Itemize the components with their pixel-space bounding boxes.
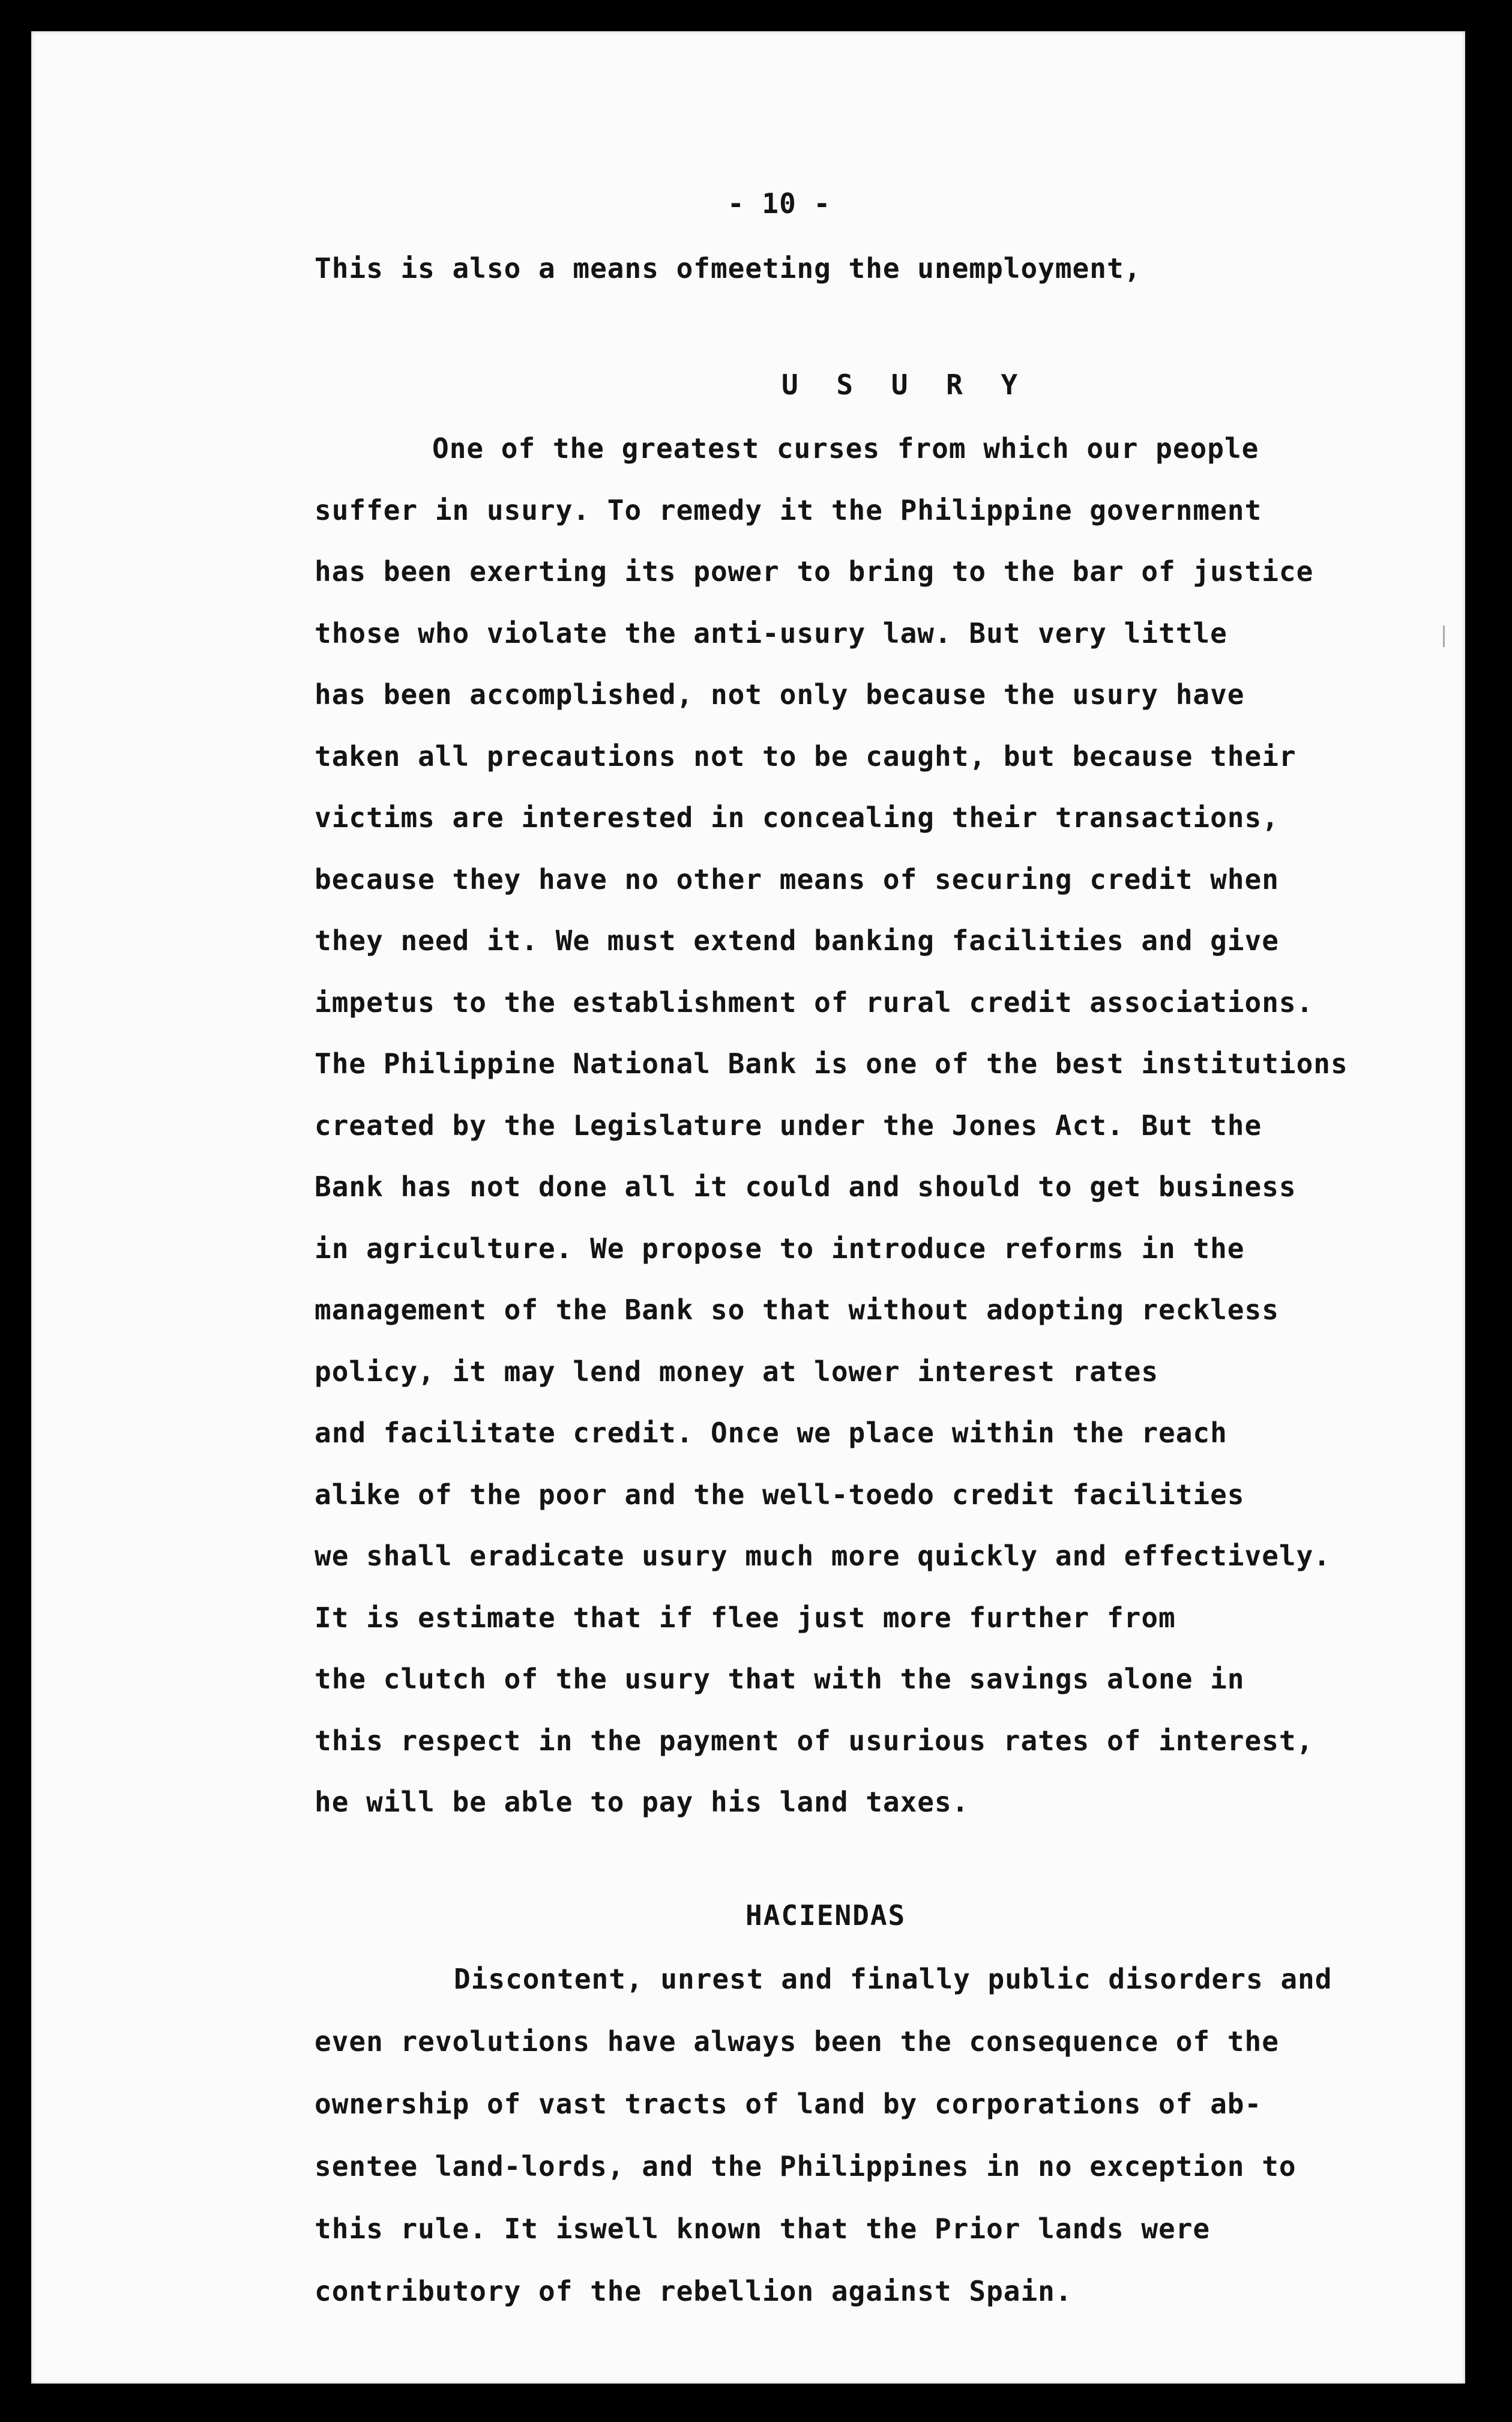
text-line: impetus to the establishment of rural credit associations. bbox=[315, 986, 1314, 1019]
text-line: sentee land-lords, and the Philippines in no exception to bbox=[315, 2150, 1297, 2183]
intro-line: This is also a means ofmeeting the unemployment, bbox=[315, 252, 1142, 285]
section-heading-usury: U S U R Y bbox=[782, 369, 1029, 401]
text-line: he will be able to pay his land taxes. bbox=[315, 1786, 969, 1818]
text-line: they need it. We must extend banking facilities and give bbox=[315, 924, 1279, 957]
text-line: this rule. It iswell known that the Prior lands were bbox=[315, 2213, 1211, 2245]
text-line: in agriculture. We propose to introduce reforms in the bbox=[315, 1232, 1245, 1265]
text-line: suffer in usury. To remedy it the Philippine government bbox=[315, 493, 1262, 526]
text-line: because they have no other means of securing credit when bbox=[315, 863, 1279, 896]
section-heading-haciendas: HACIENDAS bbox=[745, 1899, 906, 1932]
text-line: One of the greatest curses from which our people bbox=[432, 432, 1259, 465]
text-line: even revolutions have always been the consequence of the bbox=[315, 2025, 1279, 2058]
page-number: - 10 - bbox=[727, 187, 831, 220]
text-line: alike of the poor and the well-toedo credit facilities bbox=[315, 1478, 1245, 1511]
text-line: those who violate the anti-usury law. But very little bbox=[315, 616, 1227, 649]
text-line: management of the Bank so that without adopting reckless bbox=[315, 1294, 1279, 1326]
text-line: has been accomplished, not only because the usury have bbox=[315, 678, 1245, 711]
text-line: Bank has not done all it could and should to get business bbox=[315, 1170, 1297, 1203]
text-line: we shall eradicate usury much more quickly and effectively. bbox=[315, 1540, 1331, 1572]
text-line: has been exerting its power to bring to the bar of justice bbox=[315, 555, 1314, 588]
text-line: Discontent, unrest and finally public disorders and bbox=[454, 1963, 1333, 1995]
text-line: The Philippine National Bank is one of the best institutions bbox=[315, 1047, 1348, 1080]
text-line: and facilitate credit. Once we place within the reach bbox=[315, 1417, 1227, 1449]
text-line: policy, it may lend money at lower interest rates bbox=[315, 1355, 1159, 1388]
text-line: this respect in the payment of usurious rates of interest, bbox=[315, 1724, 1314, 1757]
text-line: victims are interested in concealing their transactions, bbox=[315, 801, 1279, 834]
document-page bbox=[31, 31, 1465, 2384]
scan-mark bbox=[1443, 625, 1445, 647]
text-line: taken all precautions not to be caught, but because their bbox=[315, 740, 1297, 773]
text-line: created by the Legislature under the Jones Act. But the bbox=[315, 1109, 1262, 1142]
text-line: contributory of the rebellion against Spain. bbox=[315, 2275, 1073, 2307]
text-line: ownership of vast tracts of land by corporations of ab- bbox=[315, 2088, 1262, 2120]
text-line: the clutch of the usury that with the savings alone in bbox=[315, 1663, 1245, 1695]
text-line: It is estimate that if flee just more further from bbox=[315, 1601, 1176, 1634]
